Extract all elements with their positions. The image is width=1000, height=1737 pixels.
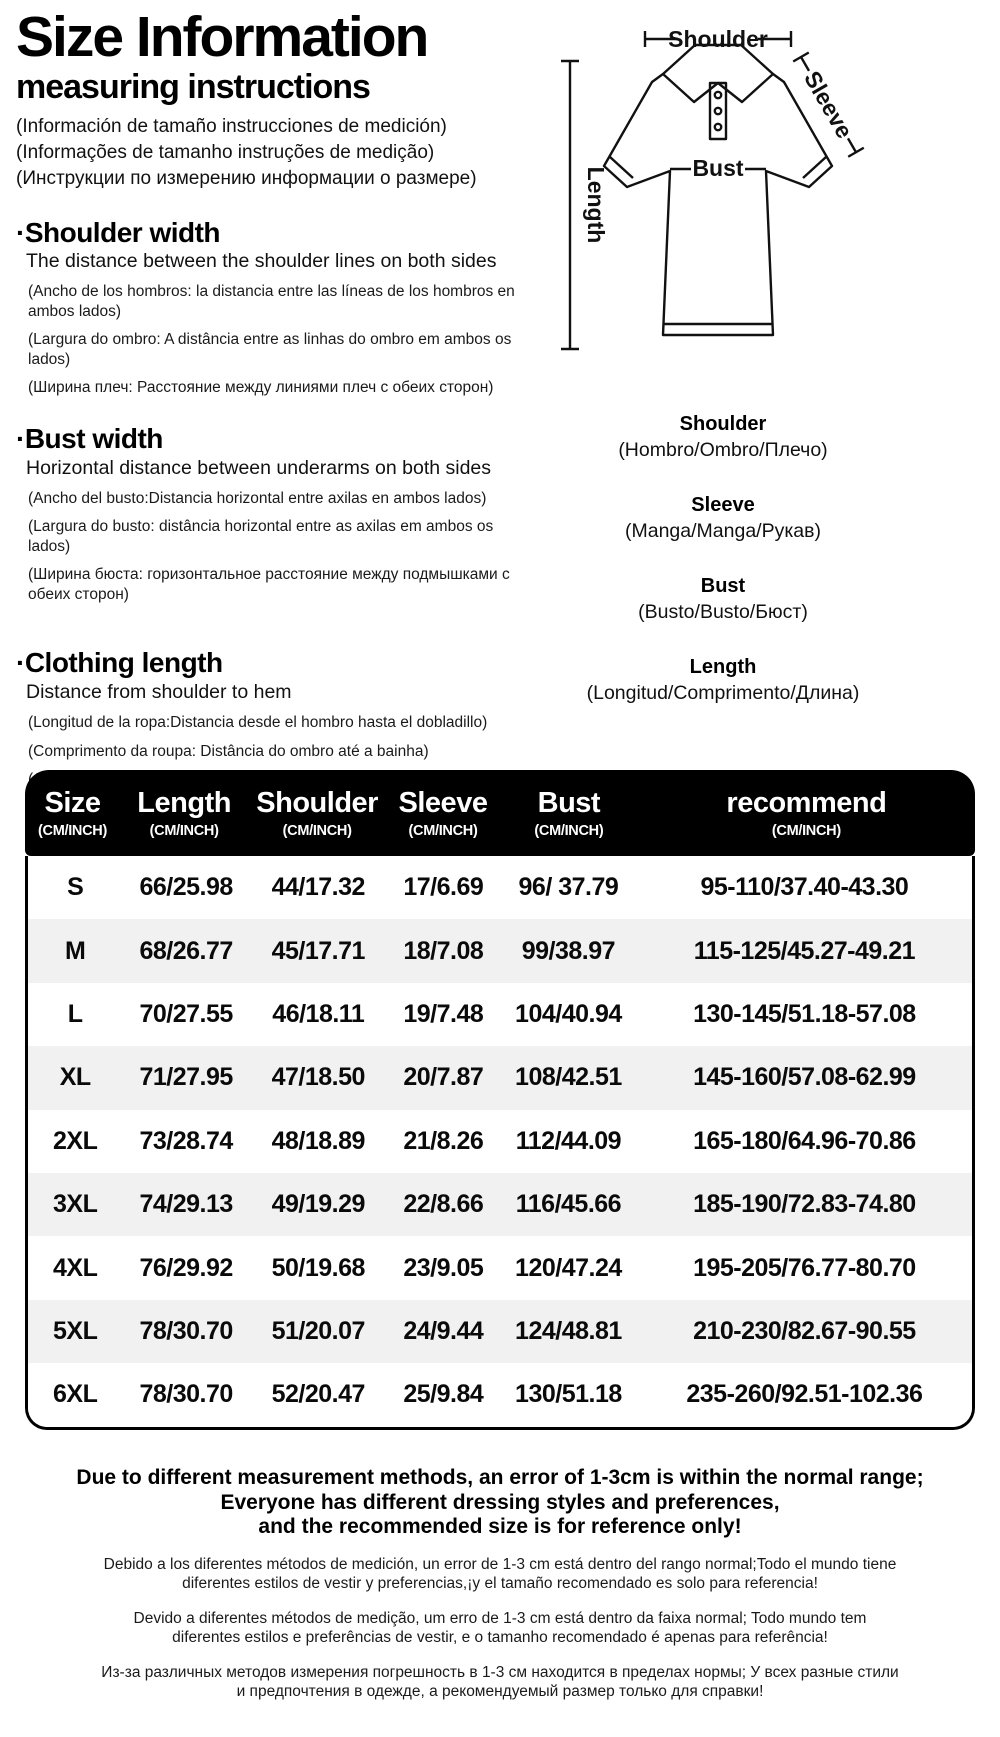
column-label: Shoulder: [256, 787, 378, 819]
measurement-value: 76/29.92: [139, 1253, 233, 1282]
measurement-value: 17/6.69: [403, 873, 484, 902]
size-label: 6XL: [53, 1380, 98, 1409]
subtitle-translation-pt: (Informações de tamanho instruções de medição): [16, 141, 435, 163]
footer-statement-line: Due to different measurement methods, an error of 1-3cm is within the normal range;: [76, 1466, 924, 1489]
measurement-value: 104/40.94: [515, 999, 622, 1028]
measurement-value: 74/29.13: [139, 1190, 233, 1219]
size-table-body: [25, 856, 975, 1430]
section-title: ·Bust width: [16, 422, 163, 454]
header-sleeve: [386, 770, 500, 856]
column-label: Size: [44, 787, 101, 819]
polo-shirt-diagram: [548, 18, 993, 370]
table-row-2XL: [28, 1110, 972, 1173]
header-recommend: [638, 770, 975, 856]
measurement-value: 66/25.98: [139, 873, 233, 902]
section-note-es: (Longitud de la ropa:Distancia desde el hombro hasta el dobladillo): [28, 714, 488, 732]
measurement-value: 52/20.47: [271, 1380, 365, 1409]
table-row-S: [28, 856, 972, 919]
measurement-value: 18/7.08: [403, 936, 484, 965]
measurement-value: 68/26.77: [139, 936, 233, 965]
size-label: XL: [59, 1063, 91, 1092]
section-description: Distance from shoulder to hem: [26, 681, 292, 704]
table-row-L: [28, 983, 972, 1046]
footer-note-pt: [0, 1609, 1000, 1648]
size-label: 4XL: [53, 1253, 98, 1282]
subtitle-translation-es: (Información de tamaño instrucciones de medición): [16, 115, 447, 137]
measurement-value: 210-230/82.67-90.55: [693, 1316, 916, 1345]
table-row-M: [28, 919, 972, 982]
section-bust-width: [16, 424, 526, 604]
size-label: 2XL: [53, 1126, 98, 1155]
measurement-value: 44/17.32: [271, 873, 365, 902]
section-note-ru: (Ширина плеч: Расстояние между линиями плеч с обеих сторон): [28, 379, 494, 397]
measurement-value: 71/27.95: [139, 1063, 233, 1092]
measurement-diagram: [548, 18, 993, 370]
measurement-value: 165-180/64.96-70.86: [693, 1126, 916, 1155]
table-row-4XL: [28, 1236, 972, 1299]
header-length: [120, 770, 248, 856]
length-measure-line: [561, 61, 579, 349]
measurement-value: 19/7.48: [403, 999, 484, 1028]
legend-sleeve: [545, 493, 901, 544]
measurement-value: 115-125/45.27-49.21: [693, 936, 916, 965]
legend-term: Bust: [700, 575, 746, 597]
page-subtitle: measuring instructions: [16, 68, 370, 107]
measurement-value: 46/18.11: [272, 999, 365, 1028]
legend-bust: [545, 574, 901, 625]
shirt-button: [715, 92, 721, 98]
diagram-length-label: Length: [583, 166, 609, 244]
header-shoulder: [248, 770, 386, 856]
footer-note-line: Debido a los diferentes métodos de medición, un error de 1-3 cm está dentro del rango normal;Todo el mundo tiene: [103, 1555, 897, 1573]
shirt-button: [715, 124, 721, 130]
section-note-es: (Ancho del busto:Distancia horizontal entre axilas en ambos lados): [28, 489, 487, 507]
measurement-value: 96/ 37.79: [518, 873, 619, 902]
header-size: [25, 770, 120, 856]
legend-translations: (Longitud/Comprimento/Длина): [586, 682, 860, 704]
legend-translations: (Hombro/Ombro/Плечо): [618, 439, 828, 461]
column-label: Sleeve: [398, 787, 488, 819]
footer-note-line: и предпочтения в одежде, а рекомендуемый размер только для справки!: [236, 1683, 764, 1700]
section-note-pt: (Largura do busto: distância horizontal entre as axilas em ambos os lados): [28, 518, 494, 555]
table-row-3XL: [28, 1173, 972, 1236]
footer-note-ru: [0, 1663, 1000, 1702]
measurement-legend: [545, 412, 901, 736]
legend-translations: (Manga/Manga/Рукав): [625, 520, 821, 542]
measurement-value: 195-205/76.77-80.70: [693, 1253, 916, 1282]
measurement-value: 50/19.68: [271, 1253, 365, 1282]
measurement-value: 112/44.09: [515, 1126, 622, 1155]
table-row-5XL: [28, 1300, 972, 1363]
measurement-value: 23/9.05: [403, 1253, 484, 1282]
measurement-value: 73/28.74: [139, 1126, 233, 1155]
column-unit: (CM/INCH): [408, 823, 478, 839]
measurement-value: 78/30.70: [139, 1380, 233, 1409]
measurement-value: 21/8.26: [403, 1126, 484, 1155]
footer-statement-line: Everyone has different dressing styles and preferences,: [220, 1490, 780, 1514]
footer-note-line: diferentes estilos de vestir y preferencias,¡y el tamaño recomendado es solo para referencia!: [182, 1575, 818, 1592]
column-label: Length: [137, 787, 231, 819]
instructions-column: [16, 5, 526, 790]
shirt-button: [715, 108, 721, 114]
section-description: Horizontal distance between underarms on both sides: [26, 456, 492, 479]
size-label: L: [67, 999, 83, 1028]
measurement-value: 49/19.29: [271, 1190, 365, 1219]
column-label: recommend: [726, 787, 887, 819]
measurement-value: 22/8.66: [403, 1190, 484, 1219]
footer-note-line: diferentes estilos e preferências de vestir, e o tamanho recomendado é apenas para referência!: [172, 1629, 828, 1646]
measurement-value: 20/7.87: [403, 1063, 484, 1092]
footer-statement-line: and the recommended size is for reference only!: [258, 1515, 742, 1538]
measurement-value: 24/9.44: [403, 1316, 484, 1345]
column-unit: (CM/INCH): [38, 823, 107, 839]
sleeve-measure-group: [790, 51, 868, 159]
measurement-value: 70/27.55: [139, 999, 233, 1028]
column-unit: (CM/INCH): [771, 823, 841, 839]
measurement-value: 48/18.89: [271, 1126, 365, 1155]
section-clothing-length: [16, 648, 526, 789]
section-description: The distance between the shoulder lines on both sides: [26, 250, 497, 273]
measurement-value: 51/20.07: [271, 1316, 365, 1345]
size-label: 5XL: [53, 1316, 98, 1345]
diagram-sleeve-label: Sleeve: [799, 66, 858, 143]
measurement-value: 116/45.66: [515, 1190, 622, 1219]
size-table-header: [25, 770, 975, 856]
legend-translations: (Busto/Busto/Бюст): [638, 601, 808, 623]
measurement-value: 235-260/92.51-102.36: [686, 1380, 923, 1409]
size-label: M: [65, 936, 86, 965]
footer-note-line: Из-за различных методов измерения погрешность в 1-3 см находится в пределах нормы; У всех разные стили: [101, 1663, 899, 1681]
measurement-value: 108/42.51: [515, 1063, 622, 1092]
measurement-value: 130-145/51.18-57.08: [693, 999, 916, 1028]
section-note-pt: (Comprimento da roupa: Distância do ombro até a bainha): [28, 742, 429, 760]
measurement-value: 95-110/37.40-43.30: [700, 873, 909, 902]
measurement-value: 145-160/57.08-62.99: [693, 1063, 916, 1092]
measurement-value: 130/51.18: [515, 1380, 622, 1409]
measurement-value: 78/30.70: [139, 1316, 233, 1345]
section-note-ru: (Ширина бюста: горизонтальное расстояние между подмышками с обеих сторон): [28, 566, 510, 603]
footer: [0, 1466, 1000, 1702]
column-unit: (CM/INCH): [534, 823, 604, 839]
legend-shoulder: [545, 412, 901, 463]
diagram-bust-label: Bust: [692, 155, 744, 181]
legend-term: Length: [689, 656, 757, 678]
measurement-value: 25/9.84: [403, 1380, 484, 1409]
measurement-value: 99/38.97: [521, 936, 616, 965]
section-note-es: (Ancho de los hombros: la distancia entre las líneas de los hombros en ambos lados): [28, 283, 515, 320]
header-bust: [500, 770, 638, 856]
column-label: Bust: [537, 787, 601, 819]
size-table: [25, 770, 975, 1430]
table-row-6XL: [28, 1363, 972, 1426]
section-title: ·Shoulder width: [16, 216, 221, 248]
measurement-value: 47/18.50: [271, 1063, 365, 1092]
size-label: 3XL: [53, 1190, 98, 1219]
legend-term: Sleeve: [691, 494, 755, 516]
measurement-value: 124/48.81: [515, 1316, 622, 1345]
measurement-value: 45/17.71: [271, 936, 365, 965]
shirt-collar: [663, 45, 773, 102]
size-label: S: [67, 873, 84, 902]
column-unit: (CM/INCH): [282, 823, 352, 839]
legend-length: [545, 655, 901, 706]
measurement-value: 185-190/72.83-74.80: [693, 1190, 916, 1219]
subtitle-translations: [16, 114, 526, 192]
diagram-shoulder-label: Shoulder: [668, 26, 768, 52]
measurement-value: 120/47.24: [515, 1253, 622, 1282]
subtitle-translation-ru: (Инструкции по измерению информации о размере): [16, 167, 477, 189]
section-title: ·Clothing length: [16, 647, 223, 679]
page-title: Size Information: [16, 5, 428, 69]
section-shoulder-width: [16, 218, 526, 398]
column-unit: (CM/INCH): [149, 823, 219, 839]
footer-note-es: [0, 1555, 1000, 1594]
section-note-pt: (Largura do ombro: A distância entre as linhas do ombro em ambos os lados): [28, 331, 512, 368]
table-row-XL: [28, 1046, 972, 1109]
legend-term: Shoulder: [679, 413, 767, 435]
footer-note-line: Devido a diferentes métodos de medição, um erro de 1-3 cm está dentro da faixa normal; Todo mundo tem: [133, 1609, 867, 1627]
